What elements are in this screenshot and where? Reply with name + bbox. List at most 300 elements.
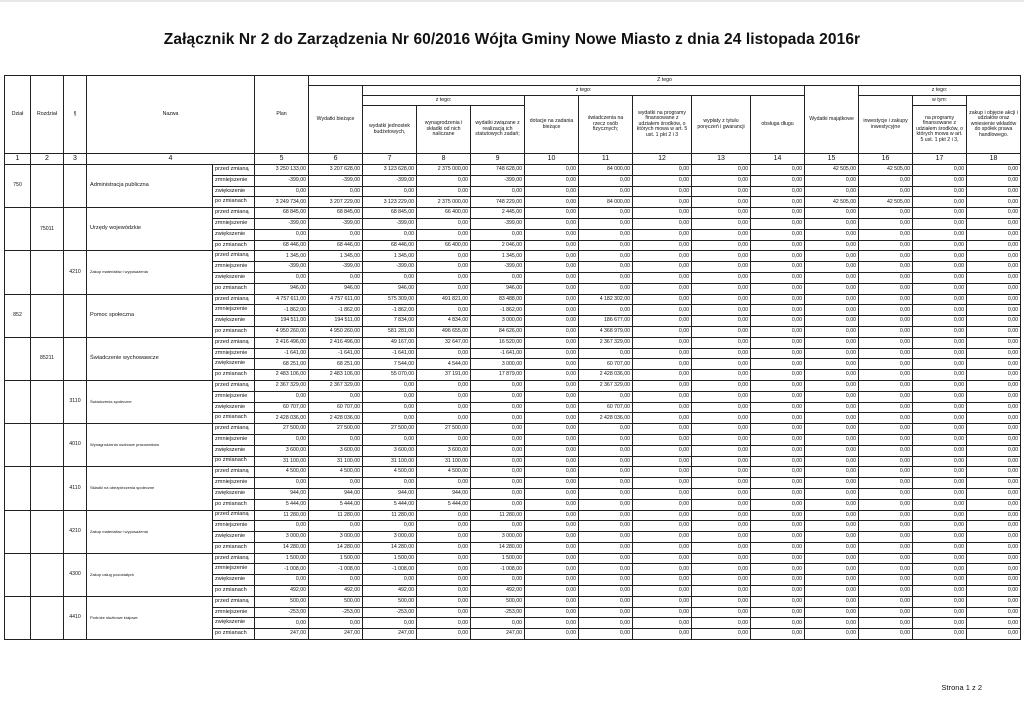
value-cell: 0,00 (967, 208, 1021, 219)
value-cell: 0,00 (309, 478, 363, 489)
col-wynagrodzenia: wynagrodzenia i składki od nich naliczane (417, 106, 471, 154)
value-cell: 2 367 329,00 (579, 380, 633, 391)
value-cell: 0,00 (525, 305, 579, 316)
value-cell: 0,00 (692, 575, 751, 586)
change-type-cell: po zmianach (213, 499, 255, 510)
value-cell: 0,00 (309, 186, 363, 197)
value-cell: 11 280,00 (363, 510, 417, 521)
column-number: 16 (859, 154, 913, 165)
value-cell: 0,00 (805, 402, 859, 413)
column-number: 1 (5, 154, 31, 165)
table-body (5, 165, 1021, 640)
value-cell: 0,00 (525, 197, 579, 208)
value-cell: 0,00 (525, 521, 579, 532)
value-cell: 0,00 (417, 413, 471, 424)
value-cell: 7 834,00 (363, 316, 417, 327)
value-cell: 0,00 (471, 272, 525, 283)
value-cell: 0,00 (751, 629, 805, 640)
value-cell: 0,00 (913, 402, 967, 413)
value-cell: 0,00 (805, 456, 859, 467)
value-cell: -399,00 (309, 218, 363, 229)
value-cell: 0,00 (692, 218, 751, 229)
table-row (5, 467, 1021, 478)
value-cell: 0,00 (805, 499, 859, 510)
value-cell: 0,00 (967, 456, 1021, 467)
value-cell: 0,00 (633, 380, 692, 391)
table-row (5, 510, 1021, 521)
value-cell: 0,00 (913, 380, 967, 391)
value-cell: 0,00 (579, 434, 633, 445)
value-cell: 2 375 000,00 (417, 197, 471, 208)
column-number: 4 (87, 154, 255, 165)
value-cell: -1 862,00 (471, 305, 525, 316)
value-cell: 0,00 (692, 175, 751, 186)
value-cell: 0,00 (913, 510, 967, 521)
value-cell: 0,00 (692, 586, 751, 597)
change-type-cell: zmniejszenie (213, 262, 255, 273)
nazwa-cell: Składki na ubezpieczenia społeczne (87, 467, 213, 510)
change-type-cell: przed zmianą (213, 337, 255, 348)
value-cell: 0,00 (579, 478, 633, 489)
value-cell: 0,00 (913, 521, 967, 532)
value-cell: 0,00 (751, 478, 805, 489)
value-cell: 0,00 (805, 521, 859, 532)
value-cell: 0,00 (633, 445, 692, 456)
value-cell: 0,00 (913, 337, 967, 348)
value-cell: 0,00 (967, 499, 1021, 510)
value-cell: 0,00 (751, 467, 805, 478)
value-cell: 0,00 (525, 586, 579, 597)
value-cell: 1 345,00 (255, 251, 309, 262)
value-cell: 0,00 (913, 229, 967, 240)
value-cell: 14 280,00 (255, 542, 309, 553)
value-cell: 0,00 (751, 521, 805, 532)
value-cell: 0,00 (751, 305, 805, 316)
value-cell: 0,00 (913, 488, 967, 499)
value-cell: 2 428 036,00 (309, 413, 363, 424)
value-cell: 0,00 (751, 564, 805, 575)
value-cell: 0,00 (692, 629, 751, 640)
value-cell: 0,00 (471, 456, 525, 467)
value-cell: 0,00 (859, 575, 913, 586)
value-cell: 0,00 (692, 229, 751, 240)
change-type-cell: zmniejszenie (213, 521, 255, 532)
value-cell: 0,00 (471, 434, 525, 445)
value-cell: 4 182 302,00 (579, 294, 633, 305)
value-cell: 0,00 (525, 413, 579, 424)
value-cell: 27 500,00 (363, 424, 417, 435)
value-cell: 0,00 (525, 618, 579, 629)
value-cell: 0,00 (859, 391, 913, 402)
value-cell: 0,00 (633, 218, 692, 229)
value-cell: 0,00 (805, 575, 859, 586)
value-cell: 3 000,00 (471, 532, 525, 543)
value-cell: 0,00 (859, 326, 913, 337)
paragraf-cell: 4010 (64, 424, 87, 467)
value-cell: 0,00 (859, 467, 913, 478)
value-cell: 0,00 (967, 348, 1021, 359)
value-cell: 0,00 (751, 380, 805, 391)
value-cell: 0,00 (859, 629, 913, 640)
value-cell: 0,00 (633, 316, 692, 327)
value-cell: 0,00 (913, 618, 967, 629)
value-cell: 0,00 (859, 596, 913, 607)
value-cell: 0,00 (859, 607, 913, 618)
value-cell: 0,00 (417, 532, 471, 543)
value-cell: 946,00 (309, 283, 363, 294)
value-cell: 0,00 (692, 197, 751, 208)
value-cell: 0,00 (417, 607, 471, 618)
value-cell: 0,00 (913, 575, 967, 586)
value-cell: 0,00 (859, 424, 913, 435)
value-cell: 0,00 (967, 402, 1021, 413)
value-cell: 0,00 (579, 262, 633, 273)
value-cell: 0,00 (579, 564, 633, 575)
value-cell: -253,00 (363, 607, 417, 618)
col-programy: wydatki na programy finansowane z udziałem środków, o których mowa w art. 5 ust. 1 pkt 2 i 3 (633, 96, 692, 154)
value-cell: 0,00 (692, 208, 751, 219)
value-cell: 0,00 (525, 283, 579, 294)
value-cell: 3 000,00 (255, 532, 309, 543)
value-cell: 0,00 (417, 521, 471, 532)
value-cell: 0,00 (805, 348, 859, 359)
value-cell: 0,00 (579, 607, 633, 618)
value-cell: 3 600,00 (363, 445, 417, 456)
value-cell: -399,00 (363, 262, 417, 273)
value-cell: 42 505,00 (805, 165, 859, 176)
value-cell: 492,00 (363, 586, 417, 597)
value-cell: 0,00 (417, 175, 471, 186)
value-cell: 0,00 (692, 240, 751, 251)
value-cell: 0,00 (525, 596, 579, 607)
column-number: 2 (31, 154, 64, 165)
value-cell: 0,00 (913, 413, 967, 424)
value-cell: -399,00 (363, 175, 417, 186)
value-cell: 4 500,00 (363, 467, 417, 478)
value-cell: 1 345,00 (309, 251, 363, 262)
value-cell: 0,00 (859, 564, 913, 575)
value-cell: 0,00 (579, 283, 633, 294)
value-cell: 0,00 (859, 175, 913, 186)
value-cell: 0,00 (692, 326, 751, 337)
change-type-cell: przed zmianą (213, 553, 255, 564)
value-cell: 0,00 (859, 283, 913, 294)
col-swiadczenia: świadczenia na rzecz osób fizycznych; (579, 96, 633, 154)
value-cell: 2 445,00 (471, 208, 525, 219)
value-cell: 0,00 (913, 456, 967, 467)
column-number: 5 (255, 154, 309, 165)
value-cell: 944,00 (363, 488, 417, 499)
value-cell: 0,00 (633, 618, 692, 629)
value-cell: 0,00 (805, 283, 859, 294)
value-cell: 0,00 (579, 596, 633, 607)
value-cell: 0,00 (751, 197, 805, 208)
value-cell: 31 100,00 (417, 456, 471, 467)
value-cell: 581 281,00 (363, 326, 417, 337)
value-cell: 0,00 (805, 467, 859, 478)
value-cell: 68 845,00 (309, 208, 363, 219)
value-cell: 2 367 329,00 (579, 337, 633, 348)
value-cell: 0,00 (525, 380, 579, 391)
value-cell: 0,00 (525, 488, 579, 499)
value-cell: 0,00 (309, 272, 363, 283)
value-cell: 0,00 (751, 294, 805, 305)
value-cell: 1 345,00 (471, 251, 525, 262)
value-cell: 68 251,00 (255, 359, 309, 370)
value-cell: 27 500,00 (417, 424, 471, 435)
value-cell: 55 070,00 (363, 370, 417, 381)
value-cell: 0,00 (805, 175, 859, 186)
value-cell: 0,00 (525, 316, 579, 327)
column-number: 9 (471, 154, 525, 165)
value-cell: 0,00 (913, 553, 967, 564)
value-cell: 0,00 (471, 467, 525, 478)
value-cell: 14 280,00 (471, 542, 525, 553)
nazwa-cell: Podróże służbowe krajowe (87, 596, 213, 639)
value-cell: 0,00 (967, 521, 1021, 532)
value-cell: 0,00 (579, 272, 633, 283)
value-cell: 0,00 (633, 413, 692, 424)
document-title: Załącznik Nr 2 do Zarządzenia Nr 60/2016 Wójta Gminy Nowe Miasto z dnia 24 listopada 2016r (163, 31, 861, 48)
value-cell: 0,00 (751, 391, 805, 402)
value-cell: 0,00 (633, 348, 692, 359)
change-type-cell: zmniejszenie (213, 564, 255, 575)
header-z-tego-top: Z tego (309, 76, 1021, 86)
value-cell: 0,00 (859, 456, 913, 467)
change-type-cell: po zmianach (213, 326, 255, 337)
value-cell: 0,00 (805, 208, 859, 219)
value-cell: 0,00 (751, 186, 805, 197)
value-cell: 0,00 (525, 629, 579, 640)
col-wydatki-statutowe: wydatki związane z realizacją ich statutowych zadań; (471, 106, 525, 154)
value-cell: 0,00 (525, 337, 579, 348)
value-cell: 0,00 (692, 456, 751, 467)
nazwa-cell: Zakup usług pozostałych (87, 553, 213, 596)
value-cell: 0,00 (913, 348, 967, 359)
value-cell: 0,00 (633, 424, 692, 435)
column-number: 14 (751, 154, 805, 165)
value-cell: 0,00 (633, 478, 692, 489)
change-type-cell: zwiększenie (213, 359, 255, 370)
table-row (5, 596, 1021, 607)
value-cell: 0,00 (692, 445, 751, 456)
change-type-cell: przed zmianą (213, 294, 255, 305)
value-cell: 0,00 (805, 391, 859, 402)
column-number: 17 (913, 154, 967, 165)
value-cell: 0,00 (525, 240, 579, 251)
paragraf-cell (64, 294, 87, 337)
value-cell: 2 367 329,00 (309, 380, 363, 391)
rozdzial-cell (31, 294, 64, 337)
value-cell: 17 879,00 (471, 370, 525, 381)
value-cell: 0,00 (805, 262, 859, 273)
dzial-cell (5, 380, 31, 423)
value-cell: 194 511,00 (255, 316, 309, 327)
paragraf-cell: 4210 (64, 251, 87, 294)
value-cell: -399,00 (471, 218, 525, 229)
value-cell: 0,00 (417, 391, 471, 402)
value-cell: 0,00 (525, 175, 579, 186)
change-type-cell: zmniejszenie (213, 478, 255, 489)
value-cell: 0,00 (967, 197, 1021, 208)
nazwa-cell: Zakup materiałów i wyposażenia (87, 251, 213, 294)
rozdzial-cell (31, 424, 64, 467)
value-cell: 0,00 (859, 521, 913, 532)
value-cell: 2 046,00 (471, 240, 525, 251)
value-cell: 247,00 (309, 629, 363, 640)
value-cell: 0,00 (363, 521, 417, 532)
column-number: 8 (417, 154, 471, 165)
value-cell: 0,00 (805, 510, 859, 521)
change-type-cell: po zmianach (213, 586, 255, 597)
header-z-tego-sub: z tego: (363, 96, 525, 106)
value-cell: 0,00 (417, 510, 471, 521)
value-cell: 0,00 (751, 434, 805, 445)
value-cell: 0,00 (417, 251, 471, 262)
value-cell: 0,00 (805, 532, 859, 543)
value-cell: 0,00 (471, 618, 525, 629)
value-cell: 0,00 (417, 564, 471, 575)
value-cell: 0,00 (913, 434, 967, 445)
value-cell: 0,00 (859, 208, 913, 219)
value-cell: 0,00 (967, 532, 1021, 543)
value-cell: 0,00 (417, 553, 471, 564)
value-cell: 2 428 036,00 (579, 370, 633, 381)
value-cell: 0,00 (967, 424, 1021, 435)
value-cell: 944,00 (417, 488, 471, 499)
change-type-cell: zwiększenie (213, 229, 255, 240)
value-cell: -1 862,00 (309, 305, 363, 316)
value-cell: 0,00 (859, 488, 913, 499)
value-cell: 0,00 (471, 488, 525, 499)
value-cell: 0,00 (967, 229, 1021, 240)
value-cell: 0,00 (751, 542, 805, 553)
value-cell: 0,00 (255, 478, 309, 489)
value-cell: 3 207 628,00 (309, 165, 363, 176)
col-wydatki-biezace: Wydatki bieżące (309, 86, 363, 154)
value-cell: 0,00 (967, 359, 1021, 370)
value-cell: 0,00 (363, 380, 417, 391)
value-cell: 31 100,00 (255, 456, 309, 467)
value-cell: 0,00 (805, 218, 859, 229)
value-cell: 0,00 (913, 326, 967, 337)
value-cell: 0,00 (579, 629, 633, 640)
value-cell: 0,00 (967, 596, 1021, 607)
value-cell: -253,00 (255, 607, 309, 618)
value-cell: 0,00 (692, 413, 751, 424)
value-cell: 0,00 (579, 175, 633, 186)
rozdzial-cell (31, 510, 64, 553)
value-cell: 0,00 (633, 575, 692, 586)
value-cell: 0,00 (692, 283, 751, 294)
change-type-cell: przed zmianą (213, 208, 255, 219)
value-cell: 0,00 (805, 305, 859, 316)
value-cell: 0,00 (859, 294, 913, 305)
value-cell: 0,00 (967, 391, 1021, 402)
value-cell: 0,00 (417, 596, 471, 607)
value-cell: 0,00 (471, 229, 525, 240)
value-cell: 0,00 (913, 359, 967, 370)
value-cell: 0,00 (525, 294, 579, 305)
value-cell: 0,00 (471, 521, 525, 532)
value-cell: 0,00 (525, 575, 579, 586)
value-cell: 0,00 (417, 575, 471, 586)
nazwa-cell: Urzędy wojewódzkie (87, 208, 213, 251)
value-cell: -399,00 (471, 175, 525, 186)
value-cell: 0,00 (525, 272, 579, 283)
value-cell: 0,00 (913, 197, 967, 208)
nazwa-cell: Świadczenie wychowawcze (87, 337, 213, 380)
value-cell: 0,00 (805, 586, 859, 597)
value-cell: 2 483 106,00 (309, 370, 363, 381)
value-cell: 0,00 (692, 262, 751, 273)
value-cell: 2 428 036,00 (255, 413, 309, 424)
change-type-cell: przed zmianą (213, 251, 255, 262)
value-cell: 0,00 (859, 618, 913, 629)
value-cell: 0,00 (805, 359, 859, 370)
value-cell: 5 444,00 (309, 499, 363, 510)
value-cell: 0,00 (579, 532, 633, 543)
value-cell: 0,00 (859, 337, 913, 348)
value-cell: 0,00 (967, 564, 1021, 575)
value-cell: 0,00 (692, 380, 751, 391)
table-row (5, 165, 1021, 176)
value-cell: 66 400,00 (417, 208, 471, 219)
value-cell: 0,00 (805, 607, 859, 618)
value-cell: 0,00 (633, 175, 692, 186)
value-cell: 0,00 (859, 445, 913, 456)
value-cell: 0,00 (751, 262, 805, 273)
dzial-cell: 750 (5, 165, 31, 208)
value-cell: 0,00 (525, 359, 579, 370)
value-cell: 0,00 (967, 575, 1021, 586)
value-cell: 0,00 (417, 348, 471, 359)
value-cell: 68 446,00 (255, 240, 309, 251)
value-cell: 0,00 (579, 488, 633, 499)
value-cell: 31 100,00 (309, 456, 363, 467)
value-cell: 0,00 (633, 596, 692, 607)
value-cell: 500,00 (255, 596, 309, 607)
value-cell: 0,00 (525, 218, 579, 229)
value-cell: 0,00 (579, 456, 633, 467)
value-cell: 186 677,00 (579, 316, 633, 327)
value-cell: 0,00 (417, 262, 471, 273)
header-w-tym: w tym: (913, 96, 967, 106)
value-cell: 0,00 (913, 262, 967, 273)
value-cell: 0,00 (309, 521, 363, 532)
value-cell: 0,00 (471, 575, 525, 586)
value-cell: 0,00 (805, 326, 859, 337)
value-cell: 0,00 (525, 262, 579, 273)
value-cell: 0,00 (633, 607, 692, 618)
value-cell: 0,00 (471, 413, 525, 424)
value-cell: 0,00 (805, 618, 859, 629)
value-cell: 0,00 (859, 553, 913, 564)
change-type-cell: po zmianach (213, 370, 255, 381)
value-cell: 0,00 (471, 499, 525, 510)
header-z-tego-biezace: z tego: (363, 86, 805, 96)
value-cell: 0,00 (692, 272, 751, 283)
value-cell: 0,00 (525, 208, 579, 219)
value-cell: 0,00 (692, 434, 751, 445)
value-cell: 0,00 (633, 305, 692, 316)
value-cell: 0,00 (967, 305, 1021, 316)
value-cell: 60 707,00 (309, 402, 363, 413)
value-cell: 0,00 (363, 413, 417, 424)
change-type-cell: po zmianach (213, 629, 255, 640)
value-cell: 0,00 (967, 186, 1021, 197)
value-cell: 0,00 (471, 380, 525, 391)
